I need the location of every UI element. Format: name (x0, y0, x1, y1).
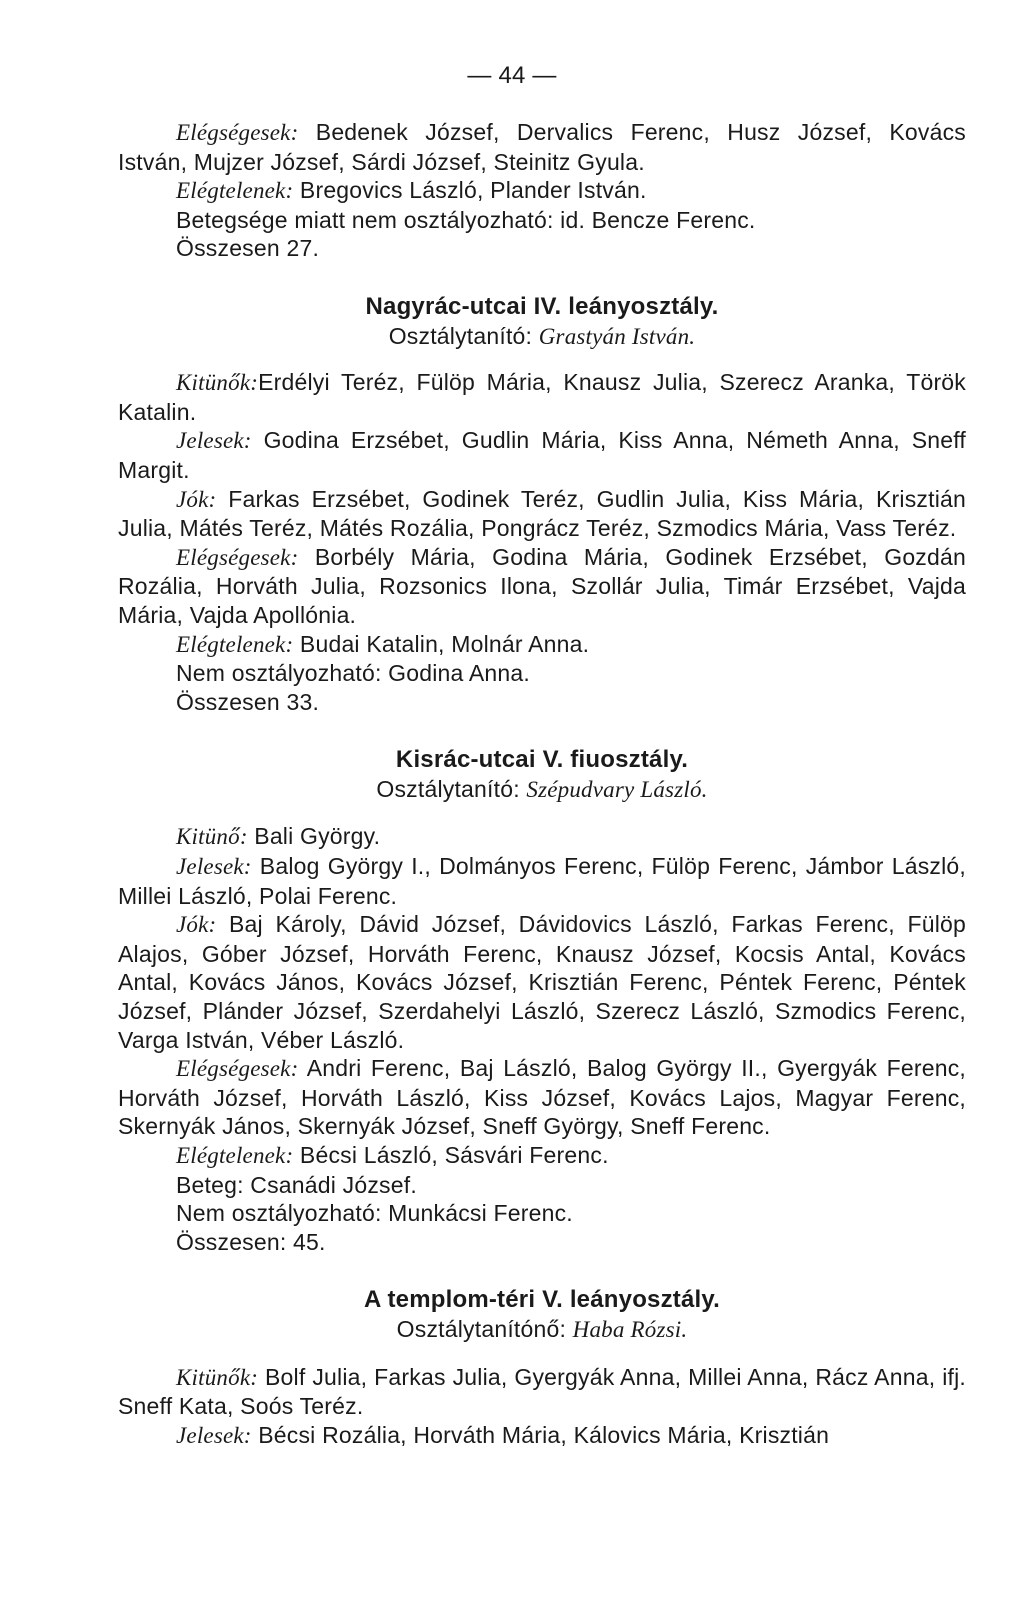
grade-names: Bali György. (247, 823, 381, 850)
grade-names: Baj Károly, Dávid József, Dávidovics László, Farkas Ferenc, Fülöp Alajos, Góber József, Horváth Ferenc, Knausz József, Kocsis Antal, Kovács Antal, Kovács János, Kovács József, Krisztián Ferenc, Péntek Ferenc, Péntek József, Plánder József, Szerdahelyi László, Szerecz László, Szmodics Ferenc, Varga István, Véber László. (118, 911, 966, 1053)
grade-label: Elégtelenek: (176, 631, 294, 657)
teacher-name: Haba Rózsi. (572, 1316, 688, 1342)
grade-label: Kitünő: (176, 824, 248, 850)
grades-elegsegesek (118, 118, 966, 176)
grade-label: Elégségesek: (176, 120, 299, 145)
grade-label: Elégtelenek: (176, 1143, 294, 1168)
grades-kitunok (118, 1363, 966, 1421)
grades-elegsegesek (118, 543, 966, 630)
grade-label: Jelesek: (176, 428, 252, 454)
teacher-label: Osztálytanító: (388, 322, 539, 349)
grades-elegtelenek (118, 1141, 966, 1171)
grades-elegtelenek (118, 176, 966, 206)
class-teacher (118, 775, 966, 805)
page-number: — 44 — (467, 62, 557, 89)
grades-jok (118, 485, 966, 543)
grade-names: Farkas Erzsébet, Godinek Teréz, Gudlin Julia, Kiss Mária, Krisztián Julia, Mátés Teréz, Mátés Rozália, Pongrácz Teréz, Szmodics Mária, Vass Teréz. (118, 485, 966, 542)
grade-names: Balog György I., Dolmányos Ferenc, Fülöp Ferenc, Jámbor László, Millei László, Polai Ferenc. (118, 853, 966, 909)
teacher-label: Osztálytanítónő: (396, 1315, 573, 1342)
grade-names: Bedenek József, Dervalics Ferenc, Husz József, Kovács István, Mujzer József, Sárdi József, Steinitz Gyula. (118, 119, 966, 175)
grades-jelesek (118, 1421, 966, 1451)
not-graded: Nem osztályozható: Godina Anna. (176, 660, 530, 687)
grade-names: Budai Katalin, Molnár Anna. (293, 630, 590, 657)
grades-elegsegesek (118, 1054, 966, 1141)
grade-names: Andri Ferenc, Baj László, Balog György II., Gyergyák Ferenc, Horváth József, Horváth László, Kiss József, Kovács Lajos, Magyar Ferenc, Skernyák János, Skernyák József, Sneff György, Sneff Ferenc. (118, 1055, 966, 1140)
grade-names: Borbély Mária, Godina Mária, Godinek Erzsébet, Gozdán Rozália, Horváth Julia, Rozsonics Ilona, Szollár Julia, Timár Erzsébet, Vajda Mária, Vajda Apollónia. (118, 543, 966, 628)
total-count: Összesen 33. (176, 688, 320, 715)
grade-label: Kitünők: (176, 370, 259, 396)
class-heading: A templom-téri V. leányosztály. (363, 1286, 721, 1314)
grade-names: Bécsi László, Sásvári Ferenc. (293, 1142, 609, 1168)
class-heading: Nagyrác-utcai IV. leányosztály. (365, 292, 719, 320)
grade-label: Elégségesek: (176, 1056, 299, 1082)
grades-jok (118, 910, 966, 1054)
grades-jelesek (118, 852, 966, 910)
grade-label: Elégségesek: (176, 544, 299, 570)
class-teacher (118, 322, 966, 352)
grade-label: Kitünők: (176, 1364, 259, 1390)
grade-names: Godina Erzsébet, Gudlin Mária, Kiss Anna, Németh Anna, Sneff Margit. (118, 427, 966, 483)
grade-label: Jelesek: (176, 854, 252, 880)
class-heading: Kisrác-utcai V. fiuosztály. (395, 746, 689, 774)
grade-names: Erdélyi Teréz, Fülöp Mária, Knausz Julia, Szerecz Aranka, Török Katalin. (118, 369, 966, 425)
not-graded: Nem osztályozható: Munkácsi Ferenc. (176, 1200, 573, 1227)
sick-not-graded: Betegsége miatt nem osztályozható: id. Bencze Ferenc. (176, 206, 756, 233)
teacher-name: Grastyán István. (538, 323, 696, 349)
total-count: Összesen 27. (176, 235, 320, 262)
sick: Beteg: Csanádi József. (176, 1171, 417, 1198)
class-teacher (118, 1315, 966, 1345)
grades-kituno (118, 822, 966, 852)
grades-elegtelenek (118, 630, 966, 660)
page-body (118, 118, 966, 1450)
grade-label: Elégtelenek: (176, 178, 294, 204)
grade-names: Bregovics László, Plander István. (293, 177, 647, 204)
grade-label: Jelesek: (176, 1422, 252, 1448)
total-count: Összesen: 45. (176, 1228, 326, 1255)
grades-kitunok (118, 368, 966, 426)
grade-label: Jók: (176, 486, 217, 512)
teacher-label: Osztálytanító: (376, 775, 527, 802)
grade-names: Bécsi Rozália, Horváth Mária, Kálovics Mária, Krisztián (251, 1421, 830, 1448)
grade-label: Jók: (176, 912, 217, 938)
grades-jelesek (118, 426, 966, 484)
teacher-name: Szépudvary László. (526, 776, 708, 802)
grade-names: Bolf Julia, Farkas Julia, Gyergyák Anna, Millei Anna, Rácz Anna, ifj. Sneff Kata, Soós Teréz. (118, 1363, 966, 1420)
